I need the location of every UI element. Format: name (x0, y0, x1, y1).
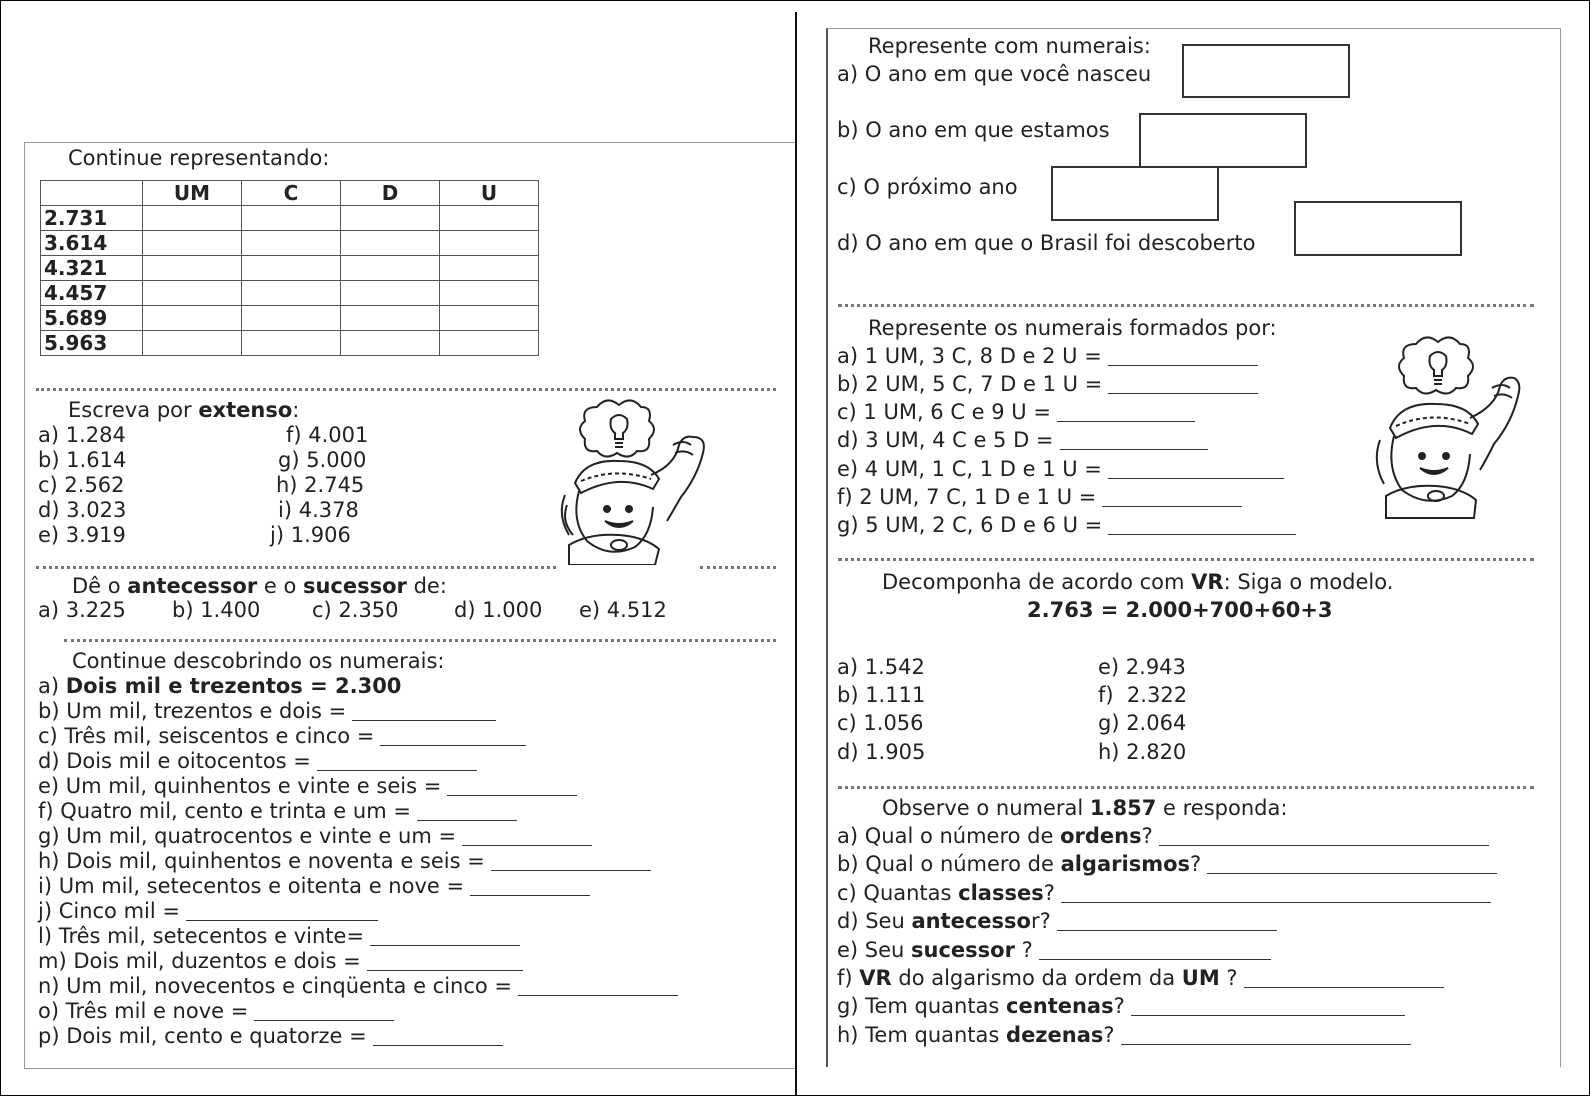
decompose-item: h) 2.820 (1098, 740, 1187, 764)
title-text: e responda: (1156, 796, 1288, 820)
center-divider (795, 12, 797, 1096)
numeral-item (38, 876, 590, 897)
item-text: o) Três mil e nove = (38, 999, 249, 1023)
section-divider (700, 566, 776, 569)
title-bold: VR (1191, 570, 1224, 594)
numeral-item (38, 801, 517, 822)
section-divider (838, 304, 1534, 307)
decompose-model: 2.763 = 2.000+700+60+3 (1027, 598, 1333, 622)
extenso-item: j) 1.906 (270, 523, 351, 547)
answer-box[interactable] (1294, 201, 1462, 256)
extenso-item: f) 4.001 (286, 423, 369, 447)
table-row (41, 256, 539, 281)
table-row-number: 5.689 (41, 306, 143, 331)
answer-box[interactable] (1051, 166, 1219, 221)
question-item (837, 996, 1405, 1017)
table-header-cell: C (242, 181, 341, 206)
left-sec3-title (72, 576, 447, 597)
table-cell[interactable] (341, 281, 440, 306)
title-text: Dê o (72, 574, 128, 598)
numeral-item (38, 726, 526, 747)
extenso-item: a) 1.284 (38, 423, 126, 447)
table-header-cell (41, 181, 143, 206)
formed-item (837, 402, 1195, 423)
item-text: h) Dois mil, quinhentos e noventa e seis = (38, 849, 485, 873)
left-sec4-title: Continue descobrindo os numerais: (72, 649, 445, 673)
table-header-cell: D (341, 181, 440, 206)
place-value-table (40, 180, 539, 356)
answer-blank[interactable] (380, 744, 526, 746)
table-cell[interactable] (143, 231, 242, 256)
year-item: c) O próximo ano (837, 175, 1018, 199)
item-text: d) Dois mil e oitocentos = (38, 749, 311, 773)
formed-item (837, 430, 1208, 451)
q-text: h) Tem quantas (837, 1023, 1007, 1047)
antecessor-item: e) 4.512 (579, 598, 667, 622)
answer-blank[interactable] (1057, 929, 1277, 931)
table-row-number: 4.457 (41, 281, 143, 306)
formed-item (837, 459, 1284, 480)
table-cell[interactable] (242, 306, 341, 331)
q-bold: centenas (1006, 994, 1114, 1018)
q-text: ? (1014, 938, 1033, 962)
table-header-cell: U (440, 181, 539, 206)
title-text: Decomponha de acordo com (882, 570, 1192, 594)
answer-blank[interactable] (491, 869, 651, 871)
extenso-item: d) 3.023 (38, 498, 127, 522)
extenso-item: g) 5.000 (278, 448, 367, 472)
q-bold: classes (958, 881, 1044, 905)
numeral-item (38, 951, 523, 972)
table-cell[interactable] (440, 206, 539, 231)
table-row (41, 331, 539, 356)
answer-blank[interactable] (1061, 901, 1491, 903)
table-cell[interactable] (242, 206, 341, 231)
extenso-item: c) 2.562 (38, 473, 125, 497)
year-item: b) O ano em que estamos (837, 118, 1110, 142)
q-text: g) Tem quantas (837, 994, 1007, 1018)
answer-blank[interactable] (1244, 986, 1444, 988)
numeral-item (38, 1026, 503, 1047)
numeral-item (38, 851, 651, 872)
title-bold: 1.857 (1089, 796, 1157, 820)
numeral-item (38, 701, 496, 722)
question-item (837, 826, 1489, 847)
answer-blank[interactable] (1131, 1014, 1405, 1016)
table-cell[interactable] (242, 231, 341, 256)
extenso-item: i) 4.378 (278, 498, 359, 522)
question-item (837, 940, 1271, 961)
table-header-cell: UM (143, 181, 242, 206)
decompose-item: f) 2.322 (1098, 683, 1188, 707)
table-row (41, 231, 539, 256)
item-label: a) (38, 674, 66, 698)
answer-blank[interactable] (373, 1044, 503, 1046)
item-text: c) Três mil, seiscentos e cinco = (38, 724, 375, 748)
item-text: p) Dois mil, cento e quatorze = (38, 1024, 367, 1048)
numeral-item (38, 826, 592, 847)
q-text: b) Qual o número de (837, 852, 1061, 876)
q-text: ? (1141, 824, 1153, 848)
q-text: a) Qual o número de (837, 824, 1061, 848)
title-bold: sucessor (302, 574, 407, 598)
decompose-item: d) 1.905 (837, 740, 926, 764)
table-cell[interactable] (440, 306, 539, 331)
item-text: b) 2 UM, 5 C, 7 D e 1 U = (837, 372, 1103, 396)
title-text: de: (406, 574, 447, 598)
answer-blank[interactable] (1207, 872, 1497, 874)
question-item (837, 854, 1497, 875)
q-text: e) Seu (837, 938, 912, 962)
item-text: a) 1 UM, 3 C, 8 D e 2 U = (837, 344, 1102, 368)
table-cell[interactable] (341, 231, 440, 256)
formed-item (837, 346, 1258, 367)
q-bold: algarismos (1060, 852, 1190, 876)
answer-blank[interactable] (352, 719, 496, 721)
q-text: ? (1219, 966, 1238, 990)
answer-blank[interactable] (1108, 392, 1258, 394)
right-sec3-title (882, 572, 1393, 593)
q-text: ? (1103, 1023, 1115, 1047)
item-text: g) Um mil, quatrocentos e vinte e um = (38, 824, 457, 848)
answer-blank[interactable] (1057, 420, 1195, 422)
item-text: f) Quatro mil, cento e trinta e um = (38, 799, 411, 823)
table-cell[interactable] (341, 306, 440, 331)
item-text: e) 4 UM, 1 C, 1 D e 1 U = (837, 457, 1102, 481)
q-text: ? (1190, 852, 1202, 876)
title-text: : Siga o modelo. (1223, 570, 1394, 594)
title-text: Observe o numeral (882, 796, 1090, 820)
item-text: g) 5 UM, 2 C, 6 D e 6 U = (837, 513, 1103, 537)
item-text: f) 2 UM, 7 C, 1 D e 1 U = (837, 485, 1097, 509)
item-text: l) Três mil, setecentos e vinte= (38, 924, 365, 948)
answer-box[interactable] (1182, 44, 1350, 98)
item-text: i) Um mil, setecentos e oitenta e nove = (38, 874, 465, 898)
formed-item (837, 515, 1296, 536)
answer-blank[interactable] (1108, 533, 1296, 535)
answer-blank[interactable] (186, 919, 378, 921)
table-cell[interactable] (341, 331, 440, 356)
answer-blank[interactable] (518, 994, 678, 996)
table-cell[interactable] (440, 256, 539, 281)
item-bold: Dois mil e trezentos = 2.300 (65, 674, 402, 698)
numeral-item (38, 901, 378, 922)
q-bold: sucessor (911, 938, 1015, 962)
decompose-item: e) 2.943 (1098, 655, 1186, 679)
girl-lightbulb-icon (555, 395, 705, 565)
antecessor-item: a) 3.225 (38, 598, 126, 622)
item-text: c) 1 UM, 6 C e 9 U = (837, 400, 1051, 424)
table-row (41, 306, 539, 331)
title-text: e o (257, 574, 303, 598)
question-item (837, 1025, 1411, 1046)
section-divider (838, 786, 1534, 789)
item-text: b) Um mil, trezentos e dois = (38, 699, 347, 723)
question-item (837, 883, 1491, 904)
table-row (41, 206, 539, 231)
numeral-item (38, 776, 577, 797)
table-cell[interactable] (143, 331, 242, 356)
right-sec4-title (882, 798, 1287, 819)
decompose-item: g) 2.064 (1098, 711, 1187, 735)
q-text: r? (1030, 909, 1051, 933)
formed-item (837, 487, 1242, 508)
numeral-item (38, 1001, 394, 1022)
table-cell[interactable] (242, 331, 341, 356)
girl-lightbulb-icon (1372, 330, 1522, 520)
q-bold: dezenas (1006, 1023, 1104, 1047)
item-text: j) Cinco mil = (38, 899, 180, 923)
table-row-number: 3.614 (41, 231, 143, 256)
answer-blank[interactable] (417, 819, 517, 821)
antecessor-item: c) 2.350 (312, 598, 399, 622)
q-bold: antecesso (911, 909, 1031, 933)
title-bold: extenso (198, 398, 293, 422)
section-divider (36, 388, 776, 391)
table-cell[interactable] (440, 231, 539, 256)
table-cell[interactable] (440, 281, 539, 306)
table-row-number: 5.963 (41, 331, 143, 356)
right-sec1-title: Represente com numerais: (868, 34, 1151, 58)
title-bold: antecessor (127, 574, 258, 598)
q-text: d) Seu (837, 909, 912, 933)
q-text: ? (1043, 881, 1055, 905)
year-item: d) O ano em que o Brasil foi descoberto (837, 231, 1256, 255)
answer-blank[interactable] (470, 894, 590, 896)
answer-blank[interactable] (1108, 364, 1258, 366)
numeral-item (38, 976, 678, 997)
q-text: do algarismo da ordem da (891, 966, 1182, 990)
answer-blank[interactable] (1108, 477, 1284, 479)
decompose-item: b) 1.111 (837, 683, 926, 707)
table-header-row (41, 181, 539, 206)
section-divider (36, 566, 556, 569)
question-item (837, 968, 1444, 989)
item-text: e) Um mil, quinhentos e vinte e seis = (38, 774, 442, 798)
q-bold: ordens (1060, 824, 1142, 848)
table-cell[interactable] (143, 281, 242, 306)
answer-blank[interactable] (367, 969, 523, 971)
numeral-item-example (38, 676, 401, 697)
table-row-number: 2.731 (41, 206, 143, 231)
table-cell[interactable] (143, 256, 242, 281)
table-cell[interactable] (143, 206, 242, 231)
decompose-item: a) 1.542 (837, 655, 925, 679)
q-text: ? (1113, 994, 1125, 1018)
extenso-item: e) 3.919 (38, 523, 126, 547)
table-cell[interactable] (341, 256, 440, 281)
left-sec2-title (68, 400, 299, 421)
table-cell[interactable] (440, 331, 539, 356)
question-item (837, 911, 1277, 932)
section-divider (838, 558, 1534, 561)
q-bold: VR (859, 966, 892, 990)
year-item: a) O ano em que você nasceu (837, 62, 1152, 86)
table-cell[interactable] (242, 281, 341, 306)
answer-blank[interactable] (1039, 958, 1271, 960)
answer-blank[interactable] (1102, 505, 1242, 507)
item-text: d) 3 UM, 4 C e 5 D = (837, 428, 1054, 452)
left-sec1-title: Continue representando: (68, 146, 330, 170)
antecessor-item: d) 1.000 (454, 598, 543, 622)
title-text: : (292, 398, 300, 422)
table-cell[interactable] (143, 306, 242, 331)
answer-blank[interactable] (462, 844, 592, 846)
q-bold: UM (1181, 966, 1220, 990)
table-row-number: 4.321 (41, 256, 143, 281)
answer-blank[interactable] (317, 769, 477, 771)
title-text: Escreva por (68, 398, 199, 422)
q-text: c) Quantas (837, 881, 959, 905)
answer-blank[interactable] (447, 794, 577, 796)
numeral-item (38, 751, 477, 772)
right-sec2-title: Represente os numerais formados por: (868, 316, 1277, 340)
item-text: m) Dois mil, duzentos e dois = (38, 949, 361, 973)
item-text: n) Um mil, novecentos e cinqüenta e cinco = (38, 974, 513, 998)
answer-blank[interactable] (1060, 448, 1208, 450)
answer-blank[interactable] (1121, 1043, 1411, 1045)
table-cell[interactable] (341, 206, 440, 231)
answer-box[interactable] (1139, 113, 1307, 168)
extenso-item: b) 1.614 (38, 448, 127, 472)
answer-blank[interactable] (254, 1019, 394, 1021)
extenso-item: h) 2.745 (276, 473, 365, 497)
decompose-item: c) 1.056 (837, 711, 924, 735)
answer-blank[interactable] (370, 944, 520, 946)
table-cell[interactable] (242, 256, 341, 281)
numeral-item (38, 926, 520, 947)
table-row (41, 281, 539, 306)
antecessor-item: b) 1.400 (172, 598, 261, 622)
section-divider (64, 639, 776, 642)
q-text: f) (837, 966, 860, 990)
answer-blank[interactable] (1159, 844, 1489, 846)
formed-item (837, 374, 1258, 395)
